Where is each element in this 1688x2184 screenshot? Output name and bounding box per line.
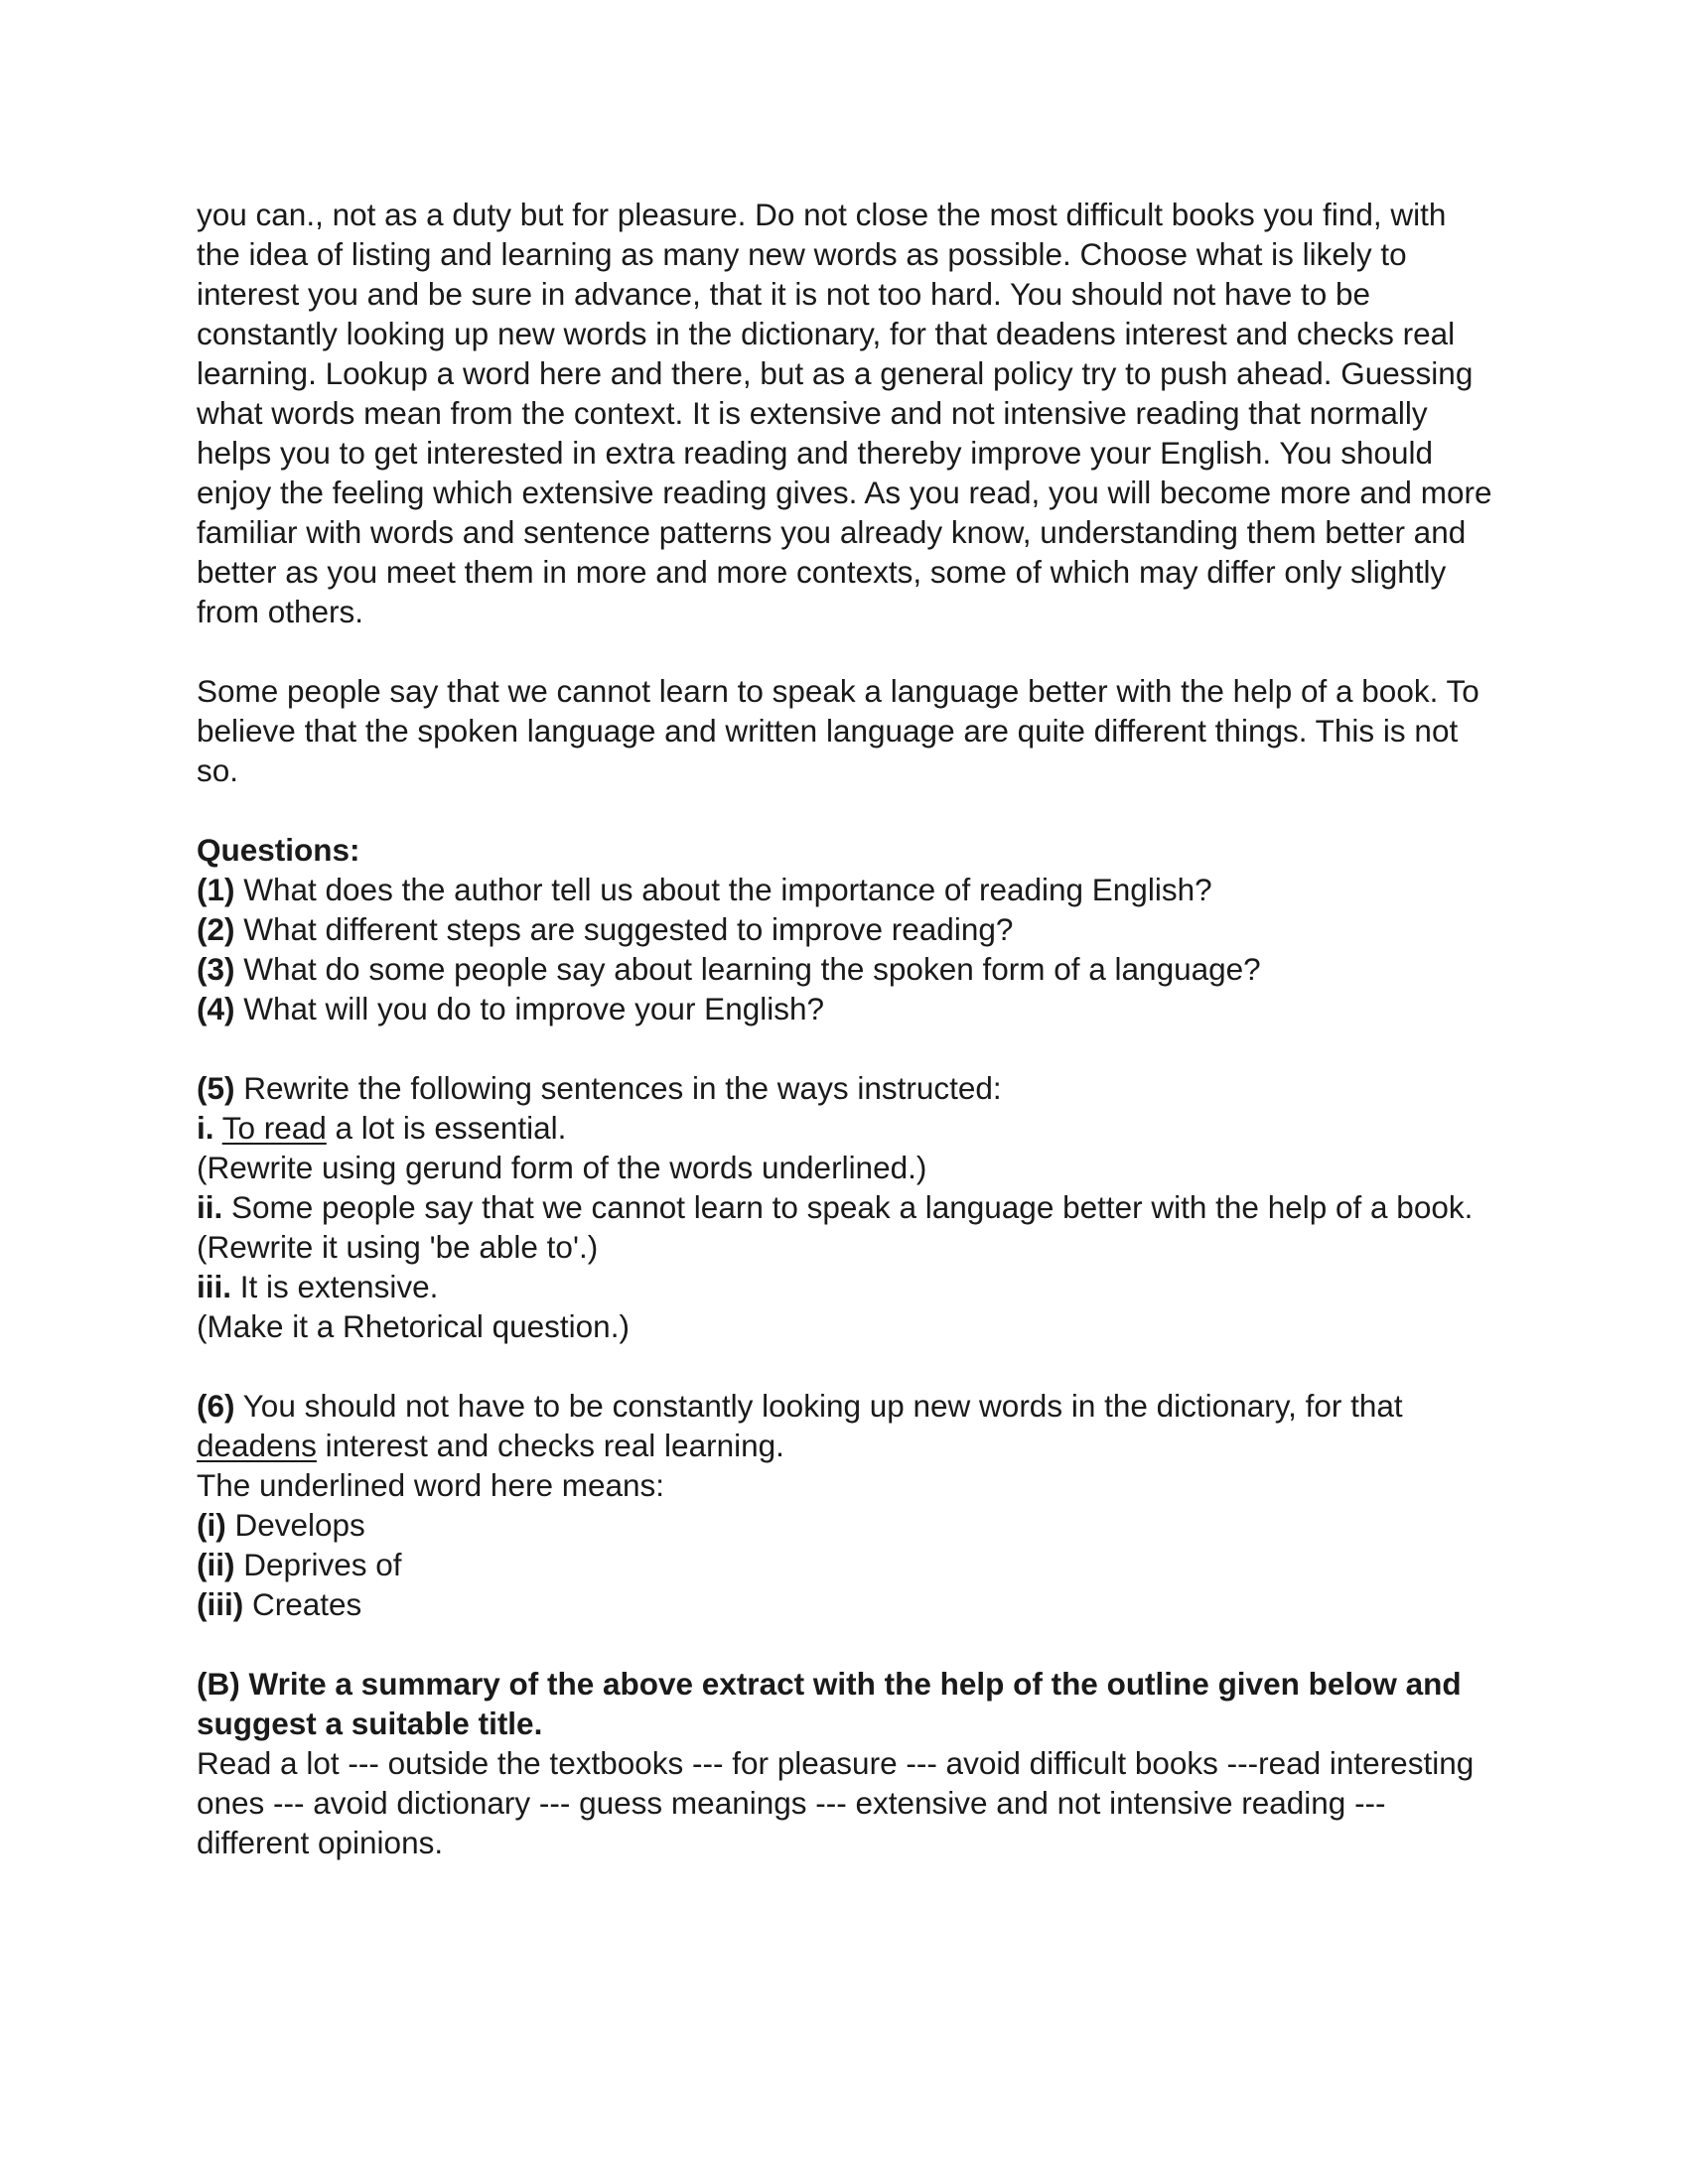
question-5-iii: iii. It is extensive.: [197, 1269, 439, 1304]
underlined-phrase: To read: [221, 1110, 327, 1146]
question-5-ii: ii. Some people say that we cannot learn to speak a language better with the help of a book.: [197, 1189, 1474, 1225]
question-6-option-i: (i) Develops: [197, 1507, 365, 1543]
question-4: (4) What will you do to improve your English?: [197, 991, 825, 1026]
question-5: (5) Rewrite the following sentences in the ways instructed:: [197, 1070, 1002, 1106]
question-6-option-iii: (iii) Creates: [197, 1586, 362, 1622]
question-3: (3) What do some people say about learning the spoken form of a language?: [197, 951, 1261, 987]
passage-paragraph-1: you can., not as a duty but for pleasure. Do not close the most difficult books you find, with the idea of listing and learning as many new words as possible. Choose what is likely to interest you and be sure in advance, that it is not too hard. You should not have to be constantly looking up new words in the dictionary, for that deadens interest and checks real learning. Lookup a word here and there, but as a general policy try to push ahead. Guessing what words mean from the context. It is extensive and not intensive reading that normally helps you to get interested in extra reading and thereby improve your English. You should enjoy the feeling which extensive reading gives. As you read, you will become more and more familiar with words and sentence patterns you already know, understanding them better and better as you meet them in more and more contexts, some of which may differ only slightly from others.: [197, 197, 1492, 629]
passage-paragraph-2: Some people say that we cannot learn to speak a language better with the help of a book. To believe that the spoken language and written language are quite different things. This is not so.: [197, 673, 1479, 788]
summary-heading: (B) Write a summary of the above extract with the help of the outline given below and suggest a suitable title.: [197, 1666, 1462, 1741]
underlined-word: deadens: [197, 1428, 317, 1463]
question-5-iii-instruction: (Make it a Rhetorical question.): [197, 1308, 630, 1344]
questions-heading: Questions:: [197, 832, 360, 868]
question-5-ii-instruction: (Rewrite it using 'be able to'.): [197, 1229, 599, 1265]
question-2: (2) What different steps are suggested to improve reading?: [197, 911, 1014, 947]
question-5-i-instruction: (Rewrite using gerund form of the words underlined.): [197, 1150, 927, 1185]
question-6: (6) You should not have to be constantly looking up new words in the dictionary, for that deadens interest and checks real learning.: [197, 1388, 1403, 1463]
question-6-prompt: The underlined word here means:: [197, 1467, 665, 1503]
document-page: [197, 195, 1497, 1862]
question-1: (1) What does the author tell us about the importance of reading English?: [197, 872, 1212, 907]
question-6-option-ii: (ii) Deprives of: [197, 1547, 402, 1582]
summary-outline: Read a lot --- outside the textbooks --- for pleasure --- avoid difficult books ---read interesting ones --- avoid dictionary --- guess meanings --- extensive and not intensive reading --- different opinions.: [197, 1745, 1475, 1860]
question-5-i: i. To read a lot is essential.: [197, 1110, 567, 1146]
